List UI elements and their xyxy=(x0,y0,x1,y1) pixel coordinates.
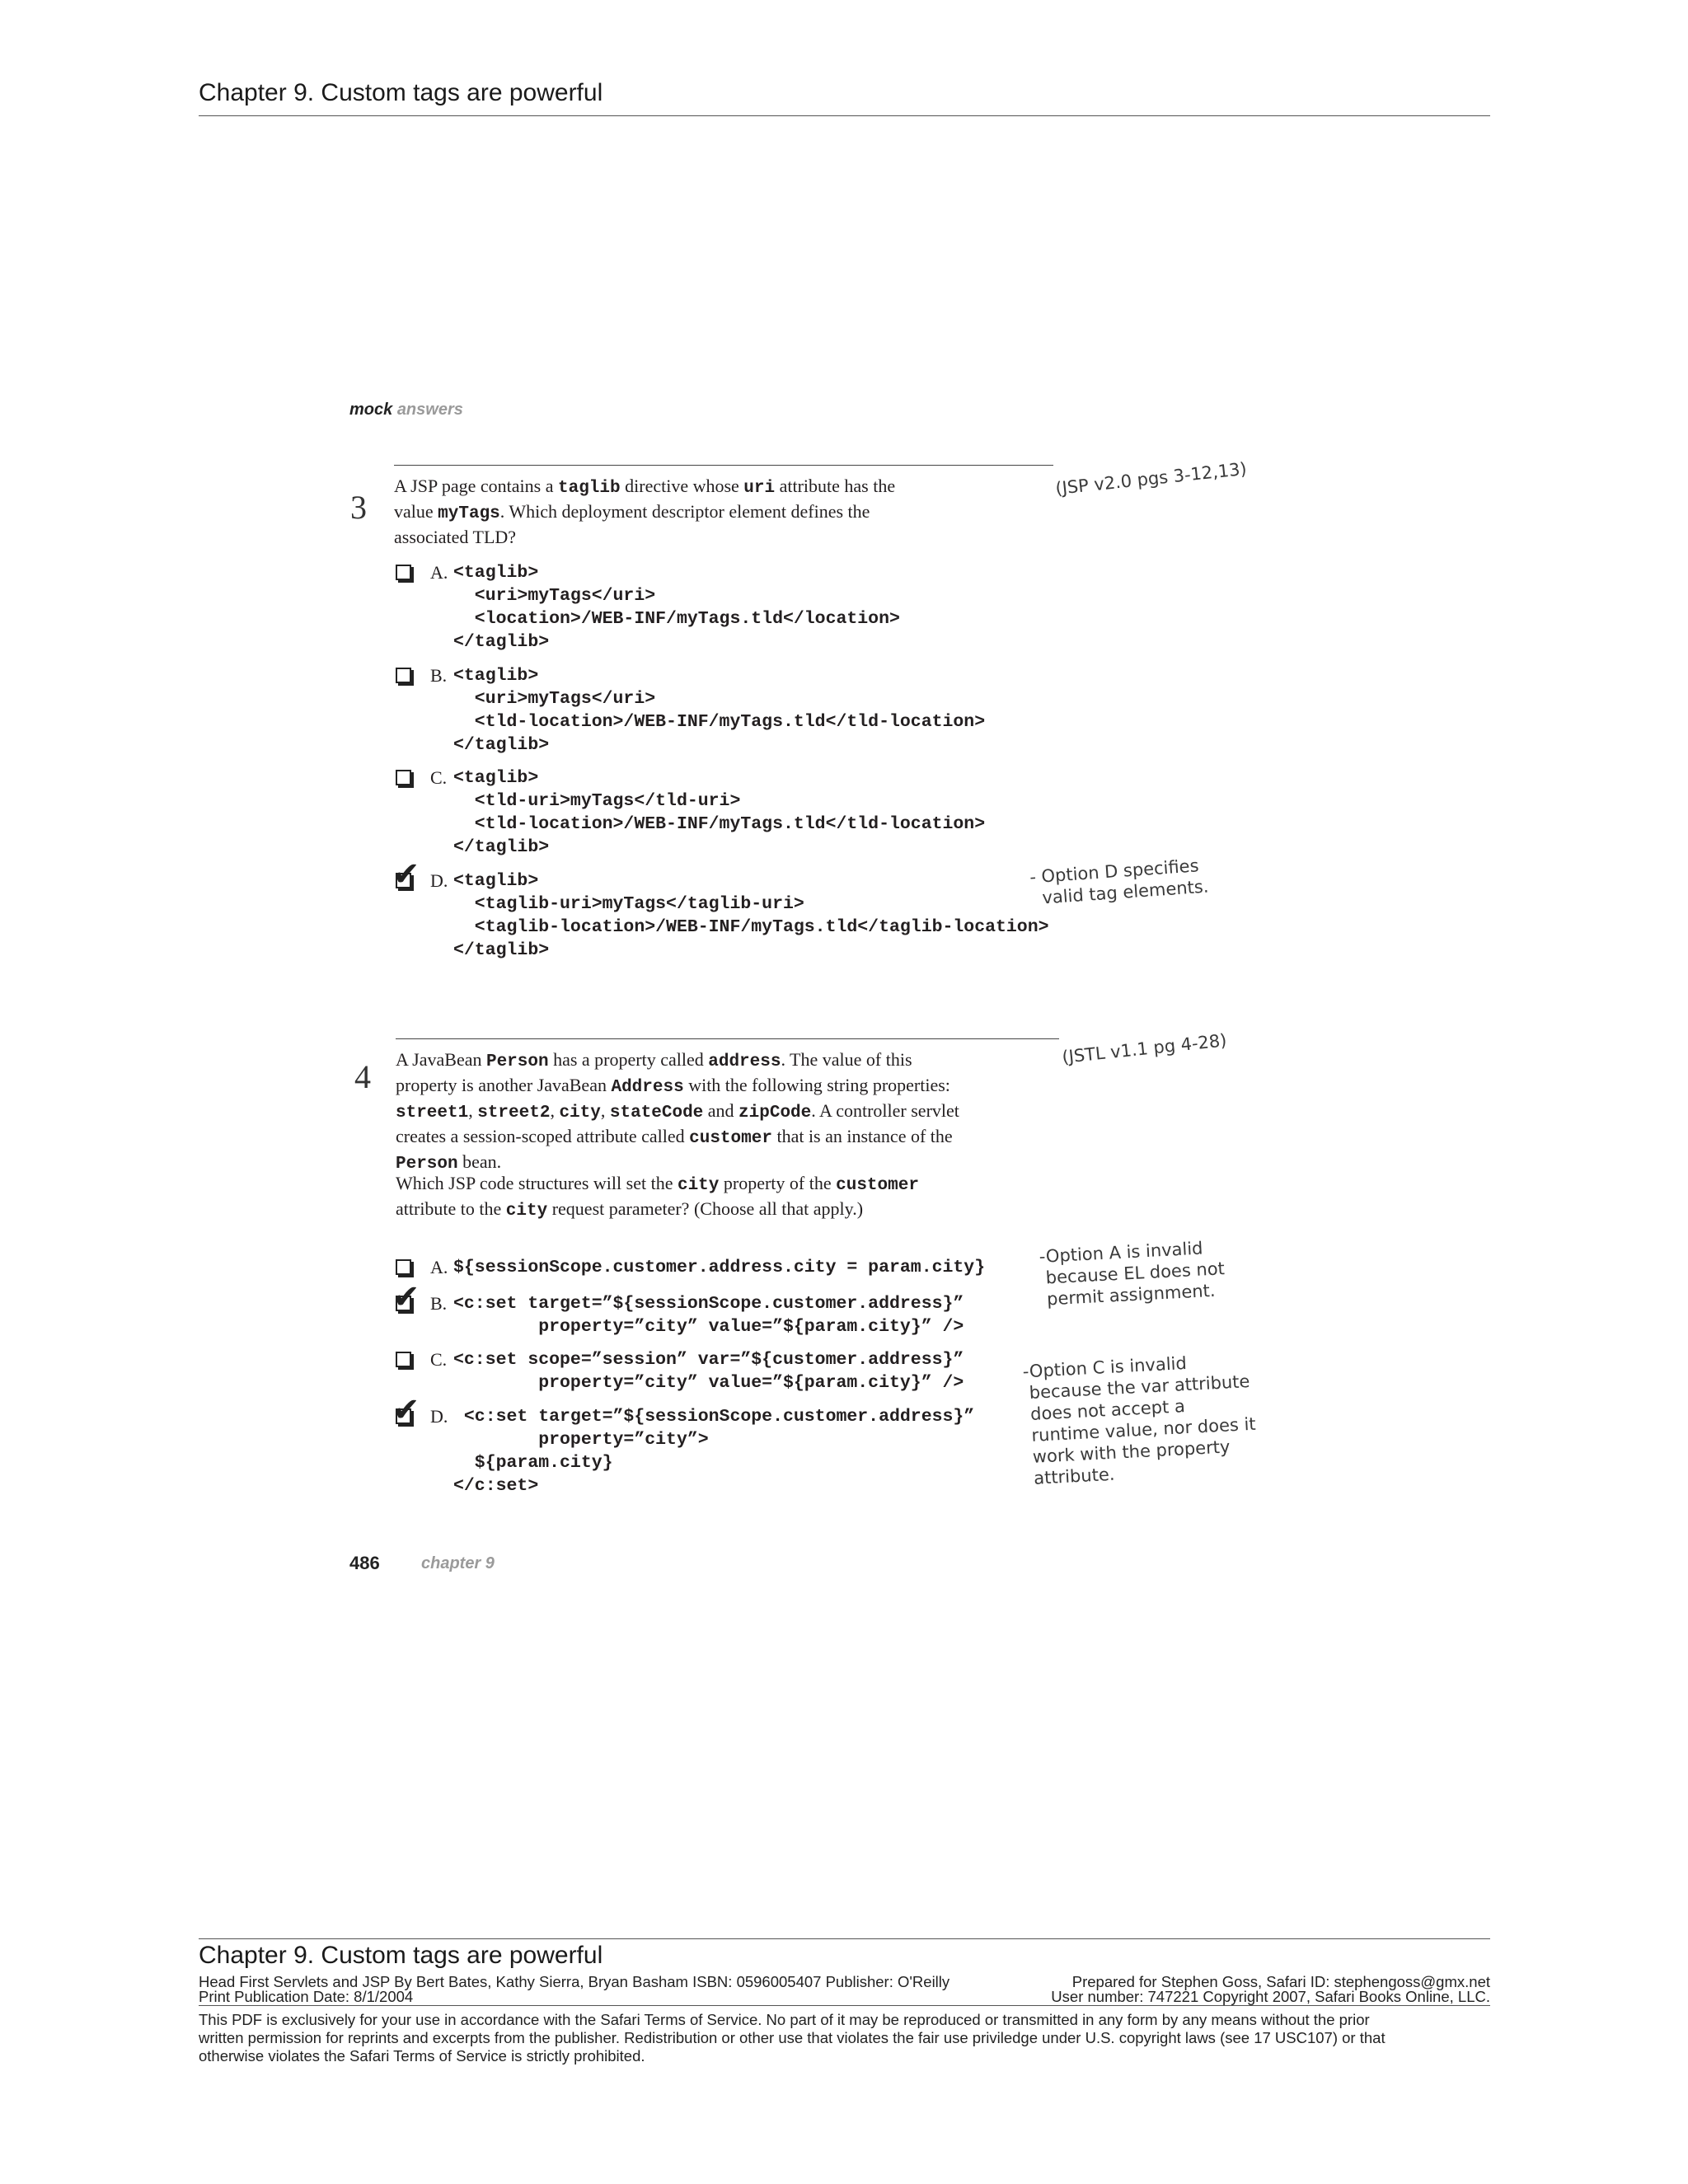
checkmark-icon: ✔ xyxy=(392,1278,420,1316)
question-3-rule xyxy=(394,465,1053,466)
checkbox-icon xyxy=(396,1352,411,1367)
text-run: request parameter? (Choose all that apply.) xyxy=(547,1198,864,1219)
inline-code: taglib xyxy=(558,479,621,498)
footer-legal-1: This PDF is exclusively for your use in accordance with the Safari Terms of Service. No part of it may be reproduced or transmitted in any form by any means without the prior xyxy=(199,2011,1370,2028)
text-run: value xyxy=(394,501,438,522)
footer-book-line: Head First Servlets and JSP By Bert Bates, Kathy Sierra, Bryan Basham ISBN: 0596005407 Publisher: O'Reilly xyxy=(199,1973,950,1990)
option-code: ${sessionScope.customer.address.city = param.city} xyxy=(453,1258,986,1277)
option-code: <taglib> <uri>myTags</uri> <tld-location>/WEB-INF/myTags.tld</tld-location> </taglib> xyxy=(453,666,986,755)
option-letter: D. xyxy=(430,870,448,891)
question-4-text xyxy=(396,1048,1055,1176)
text-line xyxy=(396,1197,1055,1223)
text-run: . Which deployment descriptor element defines the xyxy=(499,501,870,522)
text-run: attribute to the xyxy=(396,1198,506,1219)
option-code: <c:set scope=”session” var=”${customer.address}” property=”city” value=”${param.city}” /> xyxy=(453,1350,964,1393)
option-code: <taglib> <uri>myTags</uri> <location>/WEB-INF/myTags.tld</location> </taglib> xyxy=(453,563,900,652)
text-run: . A controller servlet xyxy=(811,1100,959,1121)
header-rule xyxy=(199,115,1490,116)
page-chapter-label: chapter 9 xyxy=(421,1554,495,1572)
text-line xyxy=(394,475,1020,500)
checkbox-icon xyxy=(396,668,411,683)
question-3-text xyxy=(394,475,1020,549)
text-run: with the following string properties: xyxy=(683,1075,950,1095)
inline-code: city xyxy=(505,1202,548,1221)
section-label xyxy=(349,401,463,419)
inline-code: street1 xyxy=(396,1104,469,1122)
inline-code: uri xyxy=(743,479,776,498)
inline-code: city xyxy=(559,1104,601,1122)
question-3-note-d: - Option D specifies valid tag elements. xyxy=(1029,855,1210,909)
checkmark-icon: ✔ xyxy=(392,1391,420,1429)
section-label-bold: mock xyxy=(349,401,393,419)
footer-prepared-line: Prepared for Stephen Goss, Safari ID: stephengoss@gmx.net xyxy=(1071,1973,1490,1990)
inline-code: customer xyxy=(689,1129,772,1148)
question-4-number: 4 xyxy=(354,1058,371,1095)
checkbox-icon xyxy=(396,770,411,785)
question-4-rule xyxy=(396,1038,1059,1039)
text-run: creates a session-scoped attribute called xyxy=(396,1126,690,1146)
text-run: , xyxy=(600,1100,610,1121)
text-run: that is an instance of the xyxy=(771,1126,953,1146)
inline-code: city xyxy=(677,1176,720,1195)
inline-code: address xyxy=(708,1052,781,1071)
option-letter: C. xyxy=(430,767,448,788)
option-code: <c:set target=”${sessionScope.customer.address}” property=”city” value=”${param.city}” /> xyxy=(453,1294,964,1337)
checkmark-icon: ✔ xyxy=(392,855,420,893)
text-line xyxy=(396,1172,1055,1197)
text-run: , xyxy=(468,1100,478,1121)
text-run: Which JSP code structures will set the xyxy=(396,1173,678,1193)
option-code: <taglib> <tld-uri>myTags</tld-uri> <tld-location>/WEB-INF/myTags.tld</tld-location> </taglib> xyxy=(453,768,986,857)
footer-legal-2: written permission for reprints and excerpts from the publisher. Redistribution or other use that violates the fair use priviledge under U.S. copyright laws (see 17 USC107) or that xyxy=(199,2029,1386,2046)
text-line xyxy=(396,1099,1055,1125)
page-number: 486 xyxy=(349,1553,380,1573)
question-3-reference: (JSP v2.0 pgs 3-12,13) xyxy=(1054,458,1248,499)
text-line xyxy=(394,500,1020,526)
footer-user-line: User number: 747221 Copyright 2007, Safari Books Online, LLC. xyxy=(1051,1988,1490,2005)
option-letter: B. xyxy=(430,1293,448,1314)
option-letter: A. xyxy=(430,1257,448,1277)
option-letter: A. xyxy=(430,562,448,583)
option-code: <c:set target=”${sessionScope.customer.address}” property=”city”> ${param.city} </c:set> xyxy=(453,1407,975,1496)
text-line xyxy=(394,526,1020,549)
footer-rule-mid xyxy=(199,2005,1490,2006)
inline-code: stateCode xyxy=(609,1104,704,1122)
text-line xyxy=(396,1074,1055,1099)
checkbox-icon xyxy=(396,565,411,580)
text-run: bean. xyxy=(457,1151,502,1172)
footer-title: Chapter 9. Custom tags are powerful xyxy=(199,1942,603,1969)
text-run: and xyxy=(703,1100,739,1121)
question-4-note-c: -Option C is invalid because the var attribute does not accept a runtime value, nor does it work with the property attribute. xyxy=(1022,1352,1257,1489)
inline-code: Person xyxy=(485,1052,549,1071)
question-3-number: 3 xyxy=(350,489,367,526)
question-4-note-a: -Option A is invalid because EL does not permit assignment. xyxy=(1039,1238,1226,1310)
text-line xyxy=(396,1125,1055,1151)
text-run: property is another JavaBean xyxy=(396,1075,612,1095)
text-run: property of the xyxy=(719,1173,837,1193)
inline-code: street2 xyxy=(477,1104,551,1122)
inline-code: Address xyxy=(611,1078,684,1097)
text-run: A JSP page contains a xyxy=(394,476,558,496)
text-run: A JavaBean xyxy=(396,1049,486,1070)
footer-rule-top xyxy=(199,1938,1490,1939)
inline-code: zipCode xyxy=(738,1104,812,1122)
running-header: Chapter 9. Custom tags are powerful xyxy=(199,79,603,106)
option-letter: B. xyxy=(430,665,448,686)
option-code: <taglib> <taglib-uri>myTags</taglib-uri> <taglib-location>/WEB-INF/myTags.tld</taglib-location> </taglib> xyxy=(453,871,1049,960)
checkbox-icon xyxy=(396,1259,411,1275)
question-4-question xyxy=(396,1172,1055,1223)
question-4-reference: (JSTL v1.1 pg 4-28) xyxy=(1061,1030,1228,1068)
option-letter: D. xyxy=(430,1406,448,1427)
text-run: attribute has the xyxy=(775,476,896,496)
text-run: directive whose xyxy=(620,476,744,496)
inline-code: customer xyxy=(836,1176,919,1195)
text-run: . The value of this xyxy=(781,1049,912,1070)
inline-code: Person xyxy=(396,1155,458,1174)
inline-code: myTags xyxy=(438,504,500,523)
text-line xyxy=(396,1048,1055,1074)
footer-publication-date: Print Publication Date: 8/1/2004 xyxy=(199,1988,414,2005)
text-run: , xyxy=(550,1100,560,1121)
text-run: has a property called xyxy=(548,1049,709,1070)
text-run: associated TLD? xyxy=(394,527,517,547)
footer-legal-3: otherwise violates the Safari Terms of Service is strictly prohibited. xyxy=(199,2047,645,2064)
option-letter: C. xyxy=(430,1349,448,1370)
section-label-gray: answers xyxy=(396,401,463,419)
